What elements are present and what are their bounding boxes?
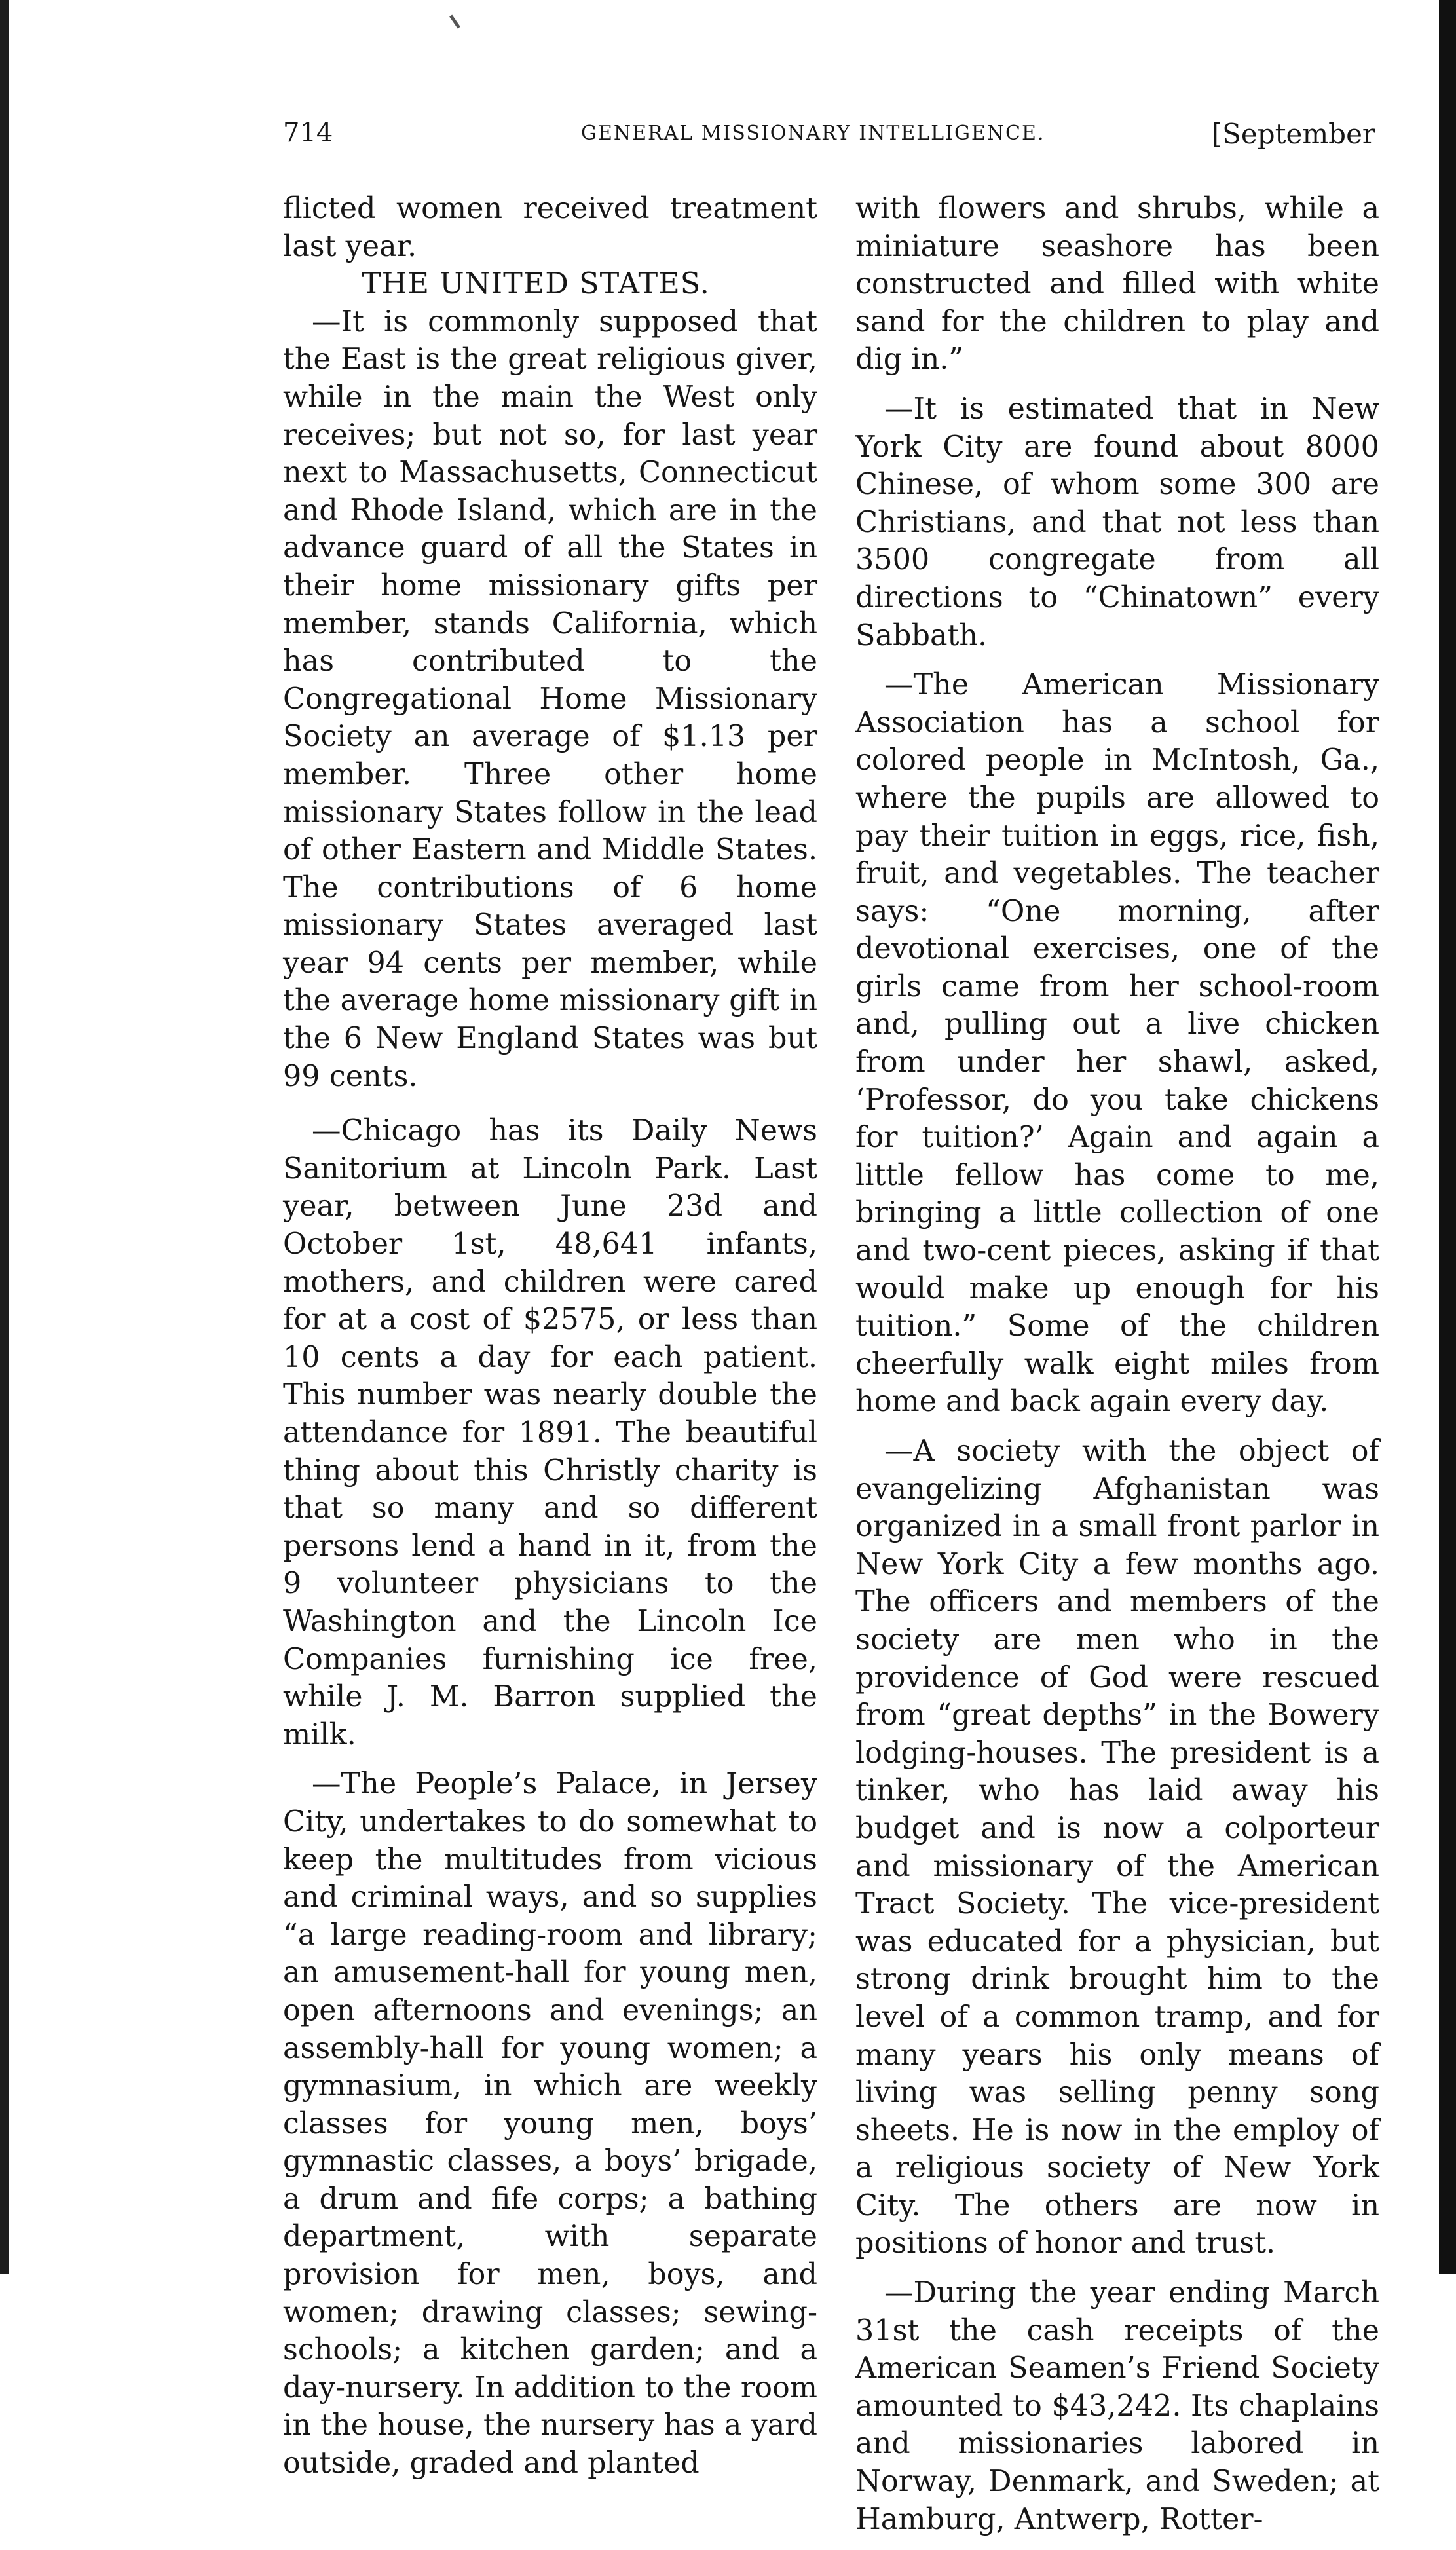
section-heading: THE UNITED STATES. [362, 267, 710, 301]
paragraph-seamens-society: —During the year ending March 31st the cash receipts of the American Seamen’s Friend Society amounted to $43,242. Its chaplains and missionaries labored in Norway, Denmark, and Sweden; at Hamburg, Antwerp, Rotter- [855, 2276, 1379, 2536]
paragraph-peoples-palace: —The People’s Palace, in Jersey City, undertakes to do somewhat to keep the multitudes from vicious and criminal ways, and so supplies “a large reading-room and library; an amusement-hall for young men, open afternoons and evenings; an assembly-hall for young women; a gymnasium, in which are weekly classes for young men, boys’ gymnastic classes, a boys’ brigade, a drum and fife corps; a bathing department, with separate provision for men, boys, and women; drawing classes; sewing-schools; a kitchen garden; and a day-nursery. In addition to the room in the house, the nursery has a yard outside, graded and planted [283, 1767, 817, 2481]
left-column [283, 190, 817, 2494]
paragraph-afghanistan-society: —A society with the object of evangelizing Afghanistan was organized in a small front parlor in New York City a few months ago. The officers and members of the society are men who in the providence of God were rescued from “great depths” in the Bowery lodging-houses. The president is a tinker, who has laid away his budget and is now a colporteur and missionary of the American Tract Society. The vice-president was educated for a physician, but strong drink brought him to the level of a common tramp, and for many years his only means of living was selling penny song sheets. He is now in the employ of a religious society of New York City. The others are now in positions of honor and trust. [855, 1434, 1379, 2260]
paragraph-missionary-association: —The American Missionary Association has a school for colored people in McIntosh, Ga., where the pupils are allowed to pay their tuition in eggs, rice, fish, fruit, and vegetables. The teacher says: “One morning, after devotional exercises, one of the girls came from her school-room and, pulling out a live chicken from under her shawl, asked, ‘Professor, do you take chickens for tuition?’ Again and again a little fellow has come to me, bringing a little collection of one and two-cent pieces, asking if that would make up enough for his tuition.” Some of the children cheerfully walk eight miles from home and back again every day. [855, 668, 1379, 1419]
page-number: 714 [283, 118, 333, 148]
running-head [283, 118, 1375, 164]
header-month: [September [1211, 118, 1375, 150]
continuation-paragraph: with flowers and shrubs, while a miniature seashore has been constructed and filled with white sand for the children to play and dig in.” [855, 192, 1379, 377]
page-edge-left [0, 0, 9, 2274]
paragraph-giving: —It is commonly supposed that the East is the great religious giver, while in the main the West only receives; but not so, for last year next to Massachusetts, Connecticut and Rhode Island, which are in the advance guard of all the States in their home missionary gifts per member, stands California, which has contributed to the Congregational Home Missionary Society an average of $1.13 per member. Three other home missionary States follow in the lead of other Eastern and Middle States. The contributions of 6 home missionary States averaged last year 94 cents per member, while the average home missionary gift in the 6 New England States was but 99 cents. [283, 305, 817, 1093]
page-edge-right [1439, 0, 1456, 2274]
running-title: GENERAL MISSIONARY INTELLIGENCE. [581, 122, 1045, 145]
paragraph-chinese: —It is estimated that in New York City are found about 8000 Chinese, of whom some 300 are Christians, and that not less than 3500 congregate from all directions to “Chinatown” every Sabbath. [855, 392, 1379, 652]
right-column [855, 190, 1379, 2550]
continuation-paragraph: flicted women received treatment last year. [283, 192, 817, 263]
ink-speck [449, 15, 460, 29]
paragraph-sanitorium: —Chicago has its Daily News Sanitorium at Lincoln Park. Last year, between June 23d and October 1st, 48,641 infants, mothers, and children were cared for at a cost of $2575, or less than 10 cents a day for each patient. This number was nearly double the attendance for 1891. The beautiful thing about this Christly charity is that so many and so different persons lend a hand in it, from the 9 volunteer physicians to the Washington and the Lincoln Ice Companies furnishing ice free, while J. M. Barron supplied the milk. [283, 1114, 817, 1752]
